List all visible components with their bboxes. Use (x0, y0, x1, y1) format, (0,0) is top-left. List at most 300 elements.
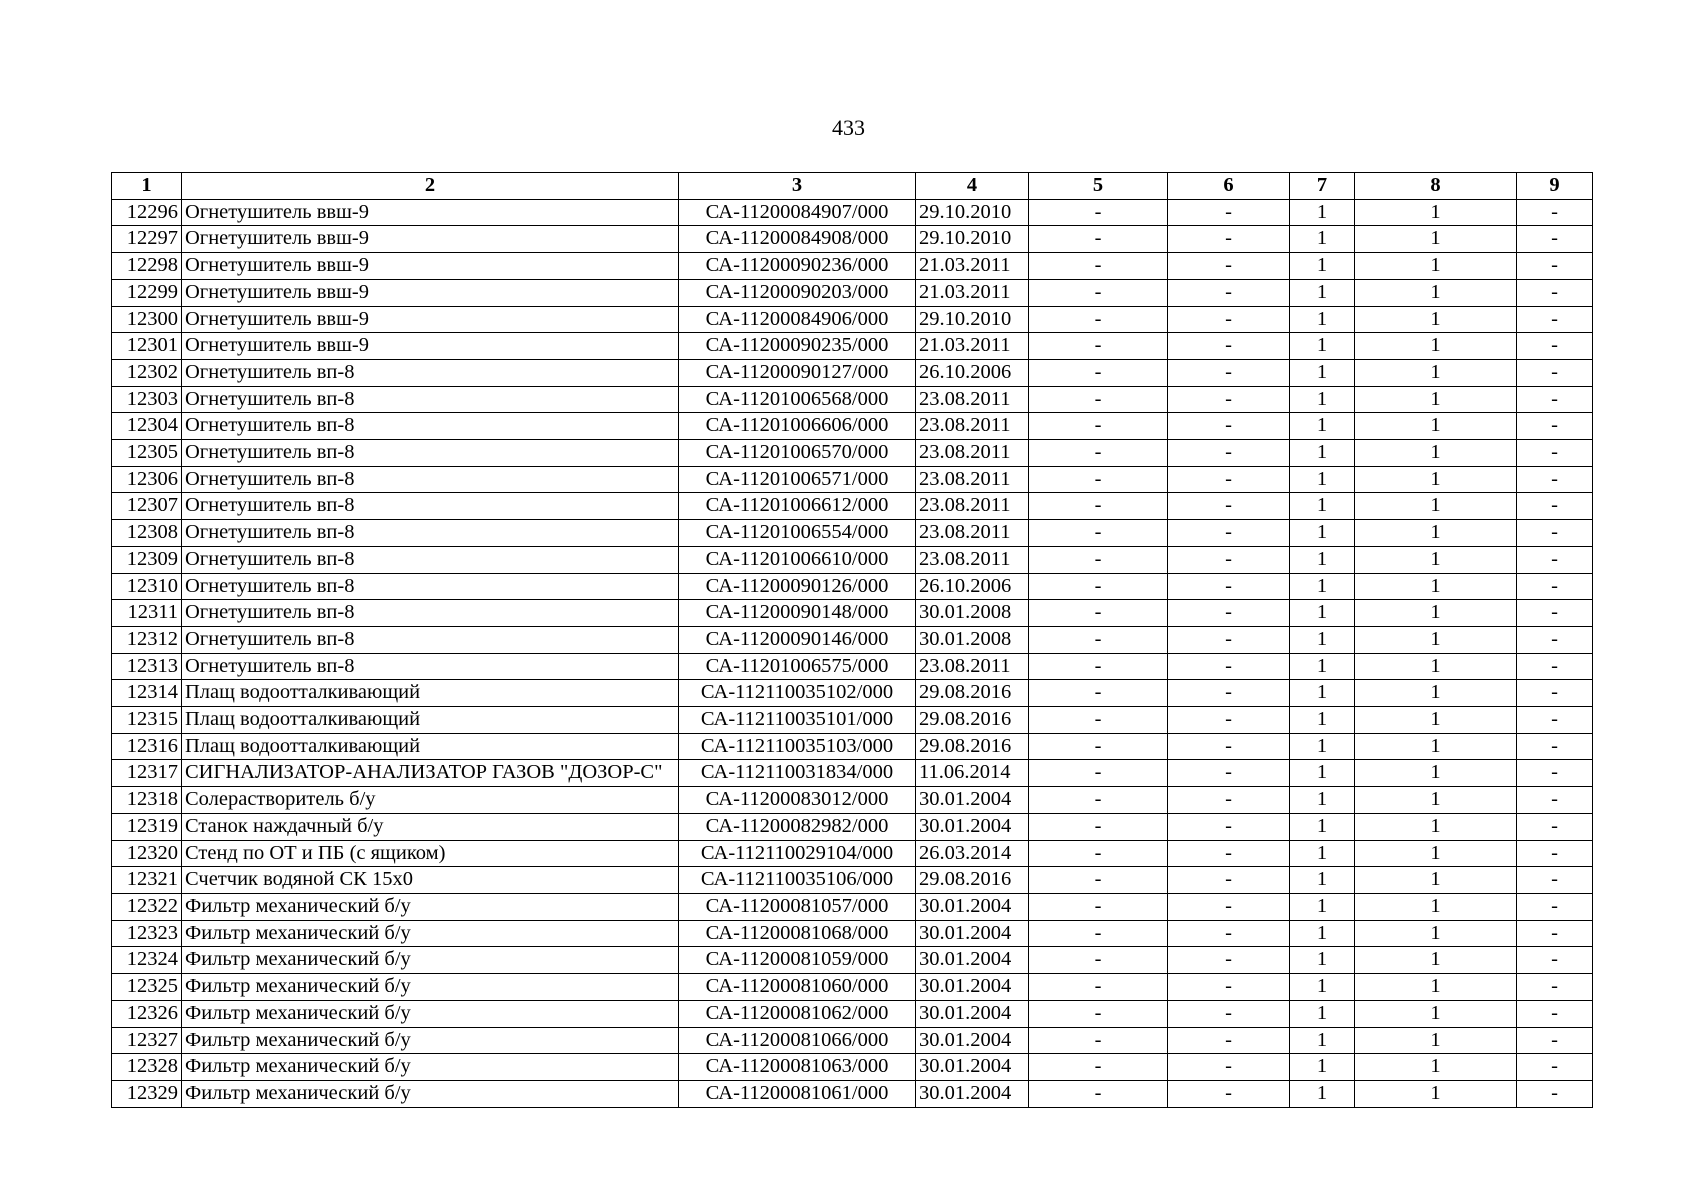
col8-cell: 1 (1355, 306, 1517, 333)
date-cell: 21.03.2011 (916, 333, 1029, 360)
col8-cell: 1 (1355, 867, 1517, 894)
col9-cell: - (1517, 600, 1593, 627)
col8-cell: 1 (1355, 440, 1517, 467)
inventory-code-cell: СА-112110035102/000 (679, 680, 916, 707)
col7-cell: 1 (1290, 253, 1355, 280)
col6-cell: - (1168, 359, 1290, 386)
col9-cell: - (1517, 733, 1593, 760)
col6-cell: - (1168, 199, 1290, 226)
date-cell: 21.03.2011 (916, 279, 1029, 306)
col5-cell: - (1029, 626, 1168, 653)
col6-cell: - (1168, 600, 1290, 627)
col8-cell: 1 (1355, 947, 1517, 974)
row-number-cell: 12318 (112, 787, 182, 814)
date-cell: 23.08.2011 (916, 413, 1029, 440)
date-cell: 23.08.2011 (916, 653, 1029, 680)
col7-cell: 1 (1290, 226, 1355, 253)
column-header: 5 (1029, 173, 1168, 200)
item-name-cell: Огнетушитель ввш-9 (182, 226, 679, 253)
inventory-code-cell: СА-11200090203/000 (679, 279, 916, 306)
col8-cell: 1 (1355, 653, 1517, 680)
row-number-cell: 12321 (112, 867, 182, 894)
col9-cell: - (1517, 546, 1593, 573)
col8-cell: 1 (1355, 733, 1517, 760)
col7-cell: 1 (1290, 947, 1355, 974)
table-row (112, 1080, 1593, 1107)
row-number-cell: 12317 (112, 760, 182, 787)
col7-cell: 1 (1290, 386, 1355, 413)
table-row (112, 466, 1593, 493)
table-row (112, 840, 1593, 867)
col9-cell: - (1517, 1080, 1593, 1107)
col7-cell: 1 (1290, 306, 1355, 333)
inventory-code-cell: СА-11201006606/000 (679, 413, 916, 440)
row-number-cell: 12299 (112, 279, 182, 306)
col5-cell: - (1029, 893, 1168, 920)
col9-cell: - (1517, 680, 1593, 707)
col5-cell: - (1029, 813, 1168, 840)
date-cell: 26.10.2006 (916, 573, 1029, 600)
col6-cell: - (1168, 573, 1290, 600)
col7-cell: 1 (1290, 1054, 1355, 1081)
col6-cell: - (1168, 1080, 1290, 1107)
item-name-cell: Фильтр механический б/у (182, 1080, 679, 1107)
col7-cell: 1 (1290, 573, 1355, 600)
inventory-code-cell: СА-11200081063/000 (679, 1054, 916, 1081)
col6-cell: - (1168, 253, 1290, 280)
row-number-cell: 12327 (112, 1027, 182, 1054)
date-cell: 29.10.2010 (916, 226, 1029, 253)
col5-cell: - (1029, 787, 1168, 814)
col7-cell: 1 (1290, 199, 1355, 226)
item-name-cell: СИГНАЛИЗАТОР-АНАЛИЗАТОР ГАЗОВ "ДОЗОР-С" (182, 760, 679, 787)
col6-cell: - (1168, 546, 1290, 573)
col5-cell: - (1029, 600, 1168, 627)
row-number-cell: 12305 (112, 440, 182, 467)
table-row (112, 199, 1593, 226)
col9-cell: - (1517, 466, 1593, 493)
col6-cell: - (1168, 440, 1290, 467)
col5-cell: - (1029, 1027, 1168, 1054)
col7-cell: 1 (1290, 813, 1355, 840)
col9-cell: - (1517, 440, 1593, 467)
item-name-cell: Станок наждачный б/у (182, 813, 679, 840)
date-cell: 29.08.2016 (916, 733, 1029, 760)
item-name-cell: Фильтр механический б/у (182, 1000, 679, 1027)
table-row (112, 1054, 1593, 1081)
col6-cell: - (1168, 813, 1290, 840)
col5-cell: - (1029, 920, 1168, 947)
col5-cell: - (1029, 333, 1168, 360)
col5-cell: - (1029, 680, 1168, 707)
date-cell: 30.01.2004 (916, 1027, 1029, 1054)
inventory-code-cell: СА-11201006571/000 (679, 466, 916, 493)
col7-cell: 1 (1290, 600, 1355, 627)
col7-cell: 1 (1290, 520, 1355, 547)
col7-cell: 1 (1290, 840, 1355, 867)
col8-cell: 1 (1355, 920, 1517, 947)
date-cell: 29.08.2016 (916, 867, 1029, 894)
date-cell: 30.01.2004 (916, 947, 1029, 974)
table-row (112, 813, 1593, 840)
table-row (112, 760, 1593, 787)
column-header: 2 (182, 173, 679, 200)
date-cell: 26.10.2006 (916, 359, 1029, 386)
table-row (112, 333, 1593, 360)
row-number-cell: 12320 (112, 840, 182, 867)
col6-cell: - (1168, 279, 1290, 306)
col8-cell: 1 (1355, 787, 1517, 814)
row-number-cell: 12306 (112, 466, 182, 493)
inventory-table (111, 172, 1593, 1108)
col7-cell: 1 (1290, 893, 1355, 920)
col7-cell: 1 (1290, 1027, 1355, 1054)
col9-cell: - (1517, 653, 1593, 680)
item-name-cell: Фильтр механический б/у (182, 920, 679, 947)
inventory-code-cell: СА-11200081066/000 (679, 1027, 916, 1054)
item-name-cell: Огнетушитель вп-8 (182, 413, 679, 440)
item-name-cell: Огнетушитель вп-8 (182, 653, 679, 680)
col7-cell: 1 (1290, 760, 1355, 787)
row-number-cell: 12300 (112, 306, 182, 333)
table-row (112, 974, 1593, 1001)
table-row (112, 947, 1593, 974)
row-number-cell: 12323 (112, 920, 182, 947)
col6-cell: - (1168, 1054, 1290, 1081)
col9-cell: - (1517, 920, 1593, 947)
inventory-code-cell: СА-11201006610/000 (679, 546, 916, 573)
col9-cell: - (1517, 1054, 1593, 1081)
col8-cell: 1 (1355, 546, 1517, 573)
inventory-code-cell: СА-11201006568/000 (679, 386, 916, 413)
col9-cell: - (1517, 787, 1593, 814)
col9-cell: - (1517, 359, 1593, 386)
row-number-cell: 12308 (112, 520, 182, 547)
date-cell: 21.03.2011 (916, 253, 1029, 280)
date-cell: 23.08.2011 (916, 520, 1029, 547)
col8-cell: 1 (1355, 493, 1517, 520)
inventory-code-cell: СА-112110031834/000 (679, 760, 916, 787)
row-number-cell: 12315 (112, 707, 182, 734)
inventory-code-cell: СА-11200081059/000 (679, 947, 916, 974)
col5-cell: - (1029, 840, 1168, 867)
col9-cell: - (1517, 199, 1593, 226)
table-row (112, 493, 1593, 520)
row-number-cell: 12307 (112, 493, 182, 520)
item-name-cell: Фильтр механический б/у (182, 1054, 679, 1081)
col5-cell: - (1029, 253, 1168, 280)
item-name-cell: Фильтр механический б/у (182, 893, 679, 920)
date-cell: 29.08.2016 (916, 707, 1029, 734)
col7-cell: 1 (1290, 733, 1355, 760)
col6-cell: - (1168, 707, 1290, 734)
col7-cell: 1 (1290, 626, 1355, 653)
col6-cell: - (1168, 893, 1290, 920)
table-row (112, 573, 1593, 600)
inventory-code-cell: СА-11201006554/000 (679, 520, 916, 547)
col9-cell: - (1517, 573, 1593, 600)
col9-cell: - (1517, 333, 1593, 360)
col5-cell: - (1029, 867, 1168, 894)
table-row (112, 386, 1593, 413)
row-number-cell: 12313 (112, 653, 182, 680)
col9-cell: - (1517, 707, 1593, 734)
col9-cell: - (1517, 626, 1593, 653)
col7-cell: 1 (1290, 466, 1355, 493)
inventory-code-cell: СА-11200084906/000 (679, 306, 916, 333)
row-number-cell: 12319 (112, 813, 182, 840)
date-cell: 30.01.2004 (916, 813, 1029, 840)
col8-cell: 1 (1355, 466, 1517, 493)
col7-cell: 1 (1290, 680, 1355, 707)
col6-cell: - (1168, 947, 1290, 974)
col8-cell: 1 (1355, 413, 1517, 440)
col8-cell: 1 (1355, 1027, 1517, 1054)
col9-cell: - (1517, 867, 1593, 894)
table-row (112, 253, 1593, 280)
item-name-cell: Огнетушитель ввш-9 (182, 333, 679, 360)
col6-cell: - (1168, 413, 1290, 440)
inventory-code-cell: СА-112110029104/000 (679, 840, 916, 867)
column-header: 4 (916, 173, 1029, 200)
column-header: 7 (1290, 173, 1355, 200)
item-name-cell: Огнетушитель вп-8 (182, 626, 679, 653)
col7-cell: 1 (1290, 1080, 1355, 1107)
row-number-cell: 12302 (112, 359, 182, 386)
column-header: 1 (112, 173, 182, 200)
row-number-cell: 12329 (112, 1080, 182, 1107)
col6-cell: - (1168, 333, 1290, 360)
inventory-code-cell: СА-112110035106/000 (679, 867, 916, 894)
col6-cell: - (1168, 840, 1290, 867)
col7-cell: 1 (1290, 1000, 1355, 1027)
col8-cell: 1 (1355, 813, 1517, 840)
col5-cell: - (1029, 760, 1168, 787)
row-number-cell: 12296 (112, 199, 182, 226)
col8-cell: 1 (1355, 253, 1517, 280)
inventory-code-cell: СА-11200082982/000 (679, 813, 916, 840)
item-name-cell: Солерастворитель б/у (182, 787, 679, 814)
col7-cell: 1 (1290, 546, 1355, 573)
table-row (112, 653, 1593, 680)
col6-cell: - (1168, 386, 1290, 413)
inventory-code-cell: СА-11200081057/000 (679, 893, 916, 920)
col5-cell: - (1029, 520, 1168, 547)
row-number-cell: 12309 (112, 546, 182, 573)
row-number-cell: 12303 (112, 386, 182, 413)
col6-cell: - (1168, 493, 1290, 520)
col8-cell: 1 (1355, 279, 1517, 306)
col8-cell: 1 (1355, 680, 1517, 707)
col5-cell: - (1029, 707, 1168, 734)
date-cell: 23.08.2011 (916, 546, 1029, 573)
date-cell: 26.03.2014 (916, 840, 1029, 867)
col8-cell: 1 (1355, 707, 1517, 734)
col5-cell: - (1029, 947, 1168, 974)
item-name-cell: Огнетушитель вп-8 (182, 573, 679, 600)
col8-cell: 1 (1355, 1080, 1517, 1107)
col5-cell: - (1029, 199, 1168, 226)
col7-cell: 1 (1290, 707, 1355, 734)
item-name-cell: Огнетушитель ввш-9 (182, 253, 679, 280)
table-row (112, 546, 1593, 573)
col5-cell: - (1029, 1000, 1168, 1027)
table-row (112, 440, 1593, 467)
inventory-code-cell: СА-11200083012/000 (679, 787, 916, 814)
item-name-cell: Фильтр механический б/у (182, 974, 679, 1001)
inventory-code-cell: СА-11200090127/000 (679, 359, 916, 386)
inventory-code-cell: СА-11200081060/000 (679, 974, 916, 1001)
table-row (112, 306, 1593, 333)
col7-cell: 1 (1290, 440, 1355, 467)
col5-cell: - (1029, 440, 1168, 467)
date-cell: 11.06.2014 (916, 760, 1029, 787)
row-number-cell: 12301 (112, 333, 182, 360)
col6-cell: - (1168, 867, 1290, 894)
col5-cell: - (1029, 653, 1168, 680)
col8-cell: 1 (1355, 840, 1517, 867)
date-cell: 30.01.2004 (916, 974, 1029, 1001)
col9-cell: - (1517, 1000, 1593, 1027)
col6-cell: - (1168, 306, 1290, 333)
column-header: 9 (1517, 173, 1593, 200)
item-name-cell: Плащ водоотталкивающий (182, 733, 679, 760)
col7-cell: 1 (1290, 333, 1355, 360)
col9-cell: - (1517, 413, 1593, 440)
date-cell: 29.10.2010 (916, 306, 1029, 333)
col7-cell: 1 (1290, 279, 1355, 306)
col9-cell: - (1517, 306, 1593, 333)
item-name-cell: Плащ водоотталкивающий (182, 707, 679, 734)
item-name-cell: Огнетушитель вп-8 (182, 520, 679, 547)
row-number-cell: 12311 (112, 600, 182, 627)
col8-cell: 1 (1355, 359, 1517, 386)
col5-cell: - (1029, 359, 1168, 386)
col8-cell: 1 (1355, 199, 1517, 226)
item-name-cell: Огнетушитель вп-8 (182, 440, 679, 467)
item-name-cell: Огнетушитель вп-8 (182, 493, 679, 520)
table-header-row (112, 173, 1593, 200)
col6-cell: - (1168, 787, 1290, 814)
row-number-cell: 12328 (112, 1054, 182, 1081)
col7-cell: 1 (1290, 974, 1355, 1001)
table-row (112, 413, 1593, 440)
col9-cell: - (1517, 386, 1593, 413)
col8-cell: 1 (1355, 573, 1517, 600)
table-row (112, 920, 1593, 947)
item-name-cell: Огнетушитель вп-8 (182, 466, 679, 493)
row-number-cell: 12297 (112, 226, 182, 253)
col9-cell: - (1517, 279, 1593, 306)
item-name-cell: Фильтр механический б/у (182, 1027, 679, 1054)
col9-cell: - (1517, 813, 1593, 840)
col8-cell: 1 (1355, 1000, 1517, 1027)
col9-cell: - (1517, 760, 1593, 787)
col7-cell: 1 (1290, 359, 1355, 386)
inventory-code-cell: СА-11200090126/000 (679, 573, 916, 600)
col6-cell: - (1168, 226, 1290, 253)
table-row (112, 520, 1593, 547)
item-name-cell: Счетчик водяной СК 15х0 (182, 867, 679, 894)
col6-cell: - (1168, 920, 1290, 947)
item-name-cell: Огнетушитель вп-8 (182, 359, 679, 386)
row-number-cell: 12316 (112, 733, 182, 760)
col8-cell: 1 (1355, 893, 1517, 920)
inventory-code-cell: СА-11200081062/000 (679, 1000, 916, 1027)
col9-cell: - (1517, 226, 1593, 253)
page-number: 433 (832, 115, 865, 140)
inventory-code-cell: СА-11200090235/000 (679, 333, 916, 360)
col5-cell: - (1029, 493, 1168, 520)
col7-cell: 1 (1290, 920, 1355, 947)
row-number-cell: 12298 (112, 253, 182, 280)
table-row (112, 787, 1593, 814)
col9-cell: - (1517, 520, 1593, 547)
date-cell: 30.01.2008 (916, 626, 1029, 653)
col6-cell: - (1168, 733, 1290, 760)
col8-cell: 1 (1355, 974, 1517, 1001)
col9-cell: - (1517, 947, 1593, 974)
item-name-cell: Плащ водоотталкивающий (182, 680, 679, 707)
item-name-cell: Огнетушитель вп-8 (182, 546, 679, 573)
column-header: 6 (1168, 173, 1290, 200)
table-row (112, 279, 1593, 306)
col5-cell: - (1029, 386, 1168, 413)
table-row (112, 600, 1593, 627)
inventory-code-cell: СА-11201006570/000 (679, 440, 916, 467)
inventory-code-cell: СА-11201006575/000 (679, 653, 916, 680)
inventory-code-cell: СА-11200090148/000 (679, 600, 916, 627)
col5-cell: - (1029, 974, 1168, 1001)
inventory-code-cell: СА-112110035101/000 (679, 707, 916, 734)
col8-cell: 1 (1355, 1054, 1517, 1081)
date-cell: 30.01.2004 (916, 893, 1029, 920)
col5-cell: - (1029, 466, 1168, 493)
row-number-cell: 12325 (112, 974, 182, 1001)
inventory-code-cell: СА-11200084908/000 (679, 226, 916, 253)
item-name-cell: Огнетушитель ввш-9 (182, 199, 679, 226)
col7-cell: 1 (1290, 493, 1355, 520)
table-row (112, 1000, 1593, 1027)
col6-cell: - (1168, 653, 1290, 680)
inventory-code-cell: СА-11201006612/000 (679, 493, 916, 520)
col7-cell: 1 (1290, 867, 1355, 894)
row-number-cell: 12304 (112, 413, 182, 440)
item-name-cell: Огнетушитель вп-8 (182, 386, 679, 413)
col5-cell: - (1029, 573, 1168, 600)
date-cell: 30.01.2004 (916, 1080, 1029, 1107)
date-cell: 29.10.2010 (916, 199, 1029, 226)
inventory-code-cell: СА-112110035103/000 (679, 733, 916, 760)
col6-cell: - (1168, 1000, 1290, 1027)
date-cell: 30.01.2004 (916, 1054, 1029, 1081)
col7-cell: 1 (1290, 413, 1355, 440)
table-row (112, 707, 1593, 734)
table-row (112, 626, 1593, 653)
col8-cell: 1 (1355, 760, 1517, 787)
inventory-code-cell: СА-11200084907/000 (679, 199, 916, 226)
inventory-code-cell: СА-11200081068/000 (679, 920, 916, 947)
date-cell: 29.08.2016 (916, 680, 1029, 707)
col8-cell: 1 (1355, 386, 1517, 413)
date-cell: 30.01.2008 (916, 600, 1029, 627)
row-number-cell: 12324 (112, 947, 182, 974)
item-name-cell: Огнетушитель ввш-9 (182, 306, 679, 333)
col9-cell: - (1517, 253, 1593, 280)
date-cell: 23.08.2011 (916, 386, 1029, 413)
inventory-code-cell: СА-11200090236/000 (679, 253, 916, 280)
col9-cell: - (1517, 1027, 1593, 1054)
